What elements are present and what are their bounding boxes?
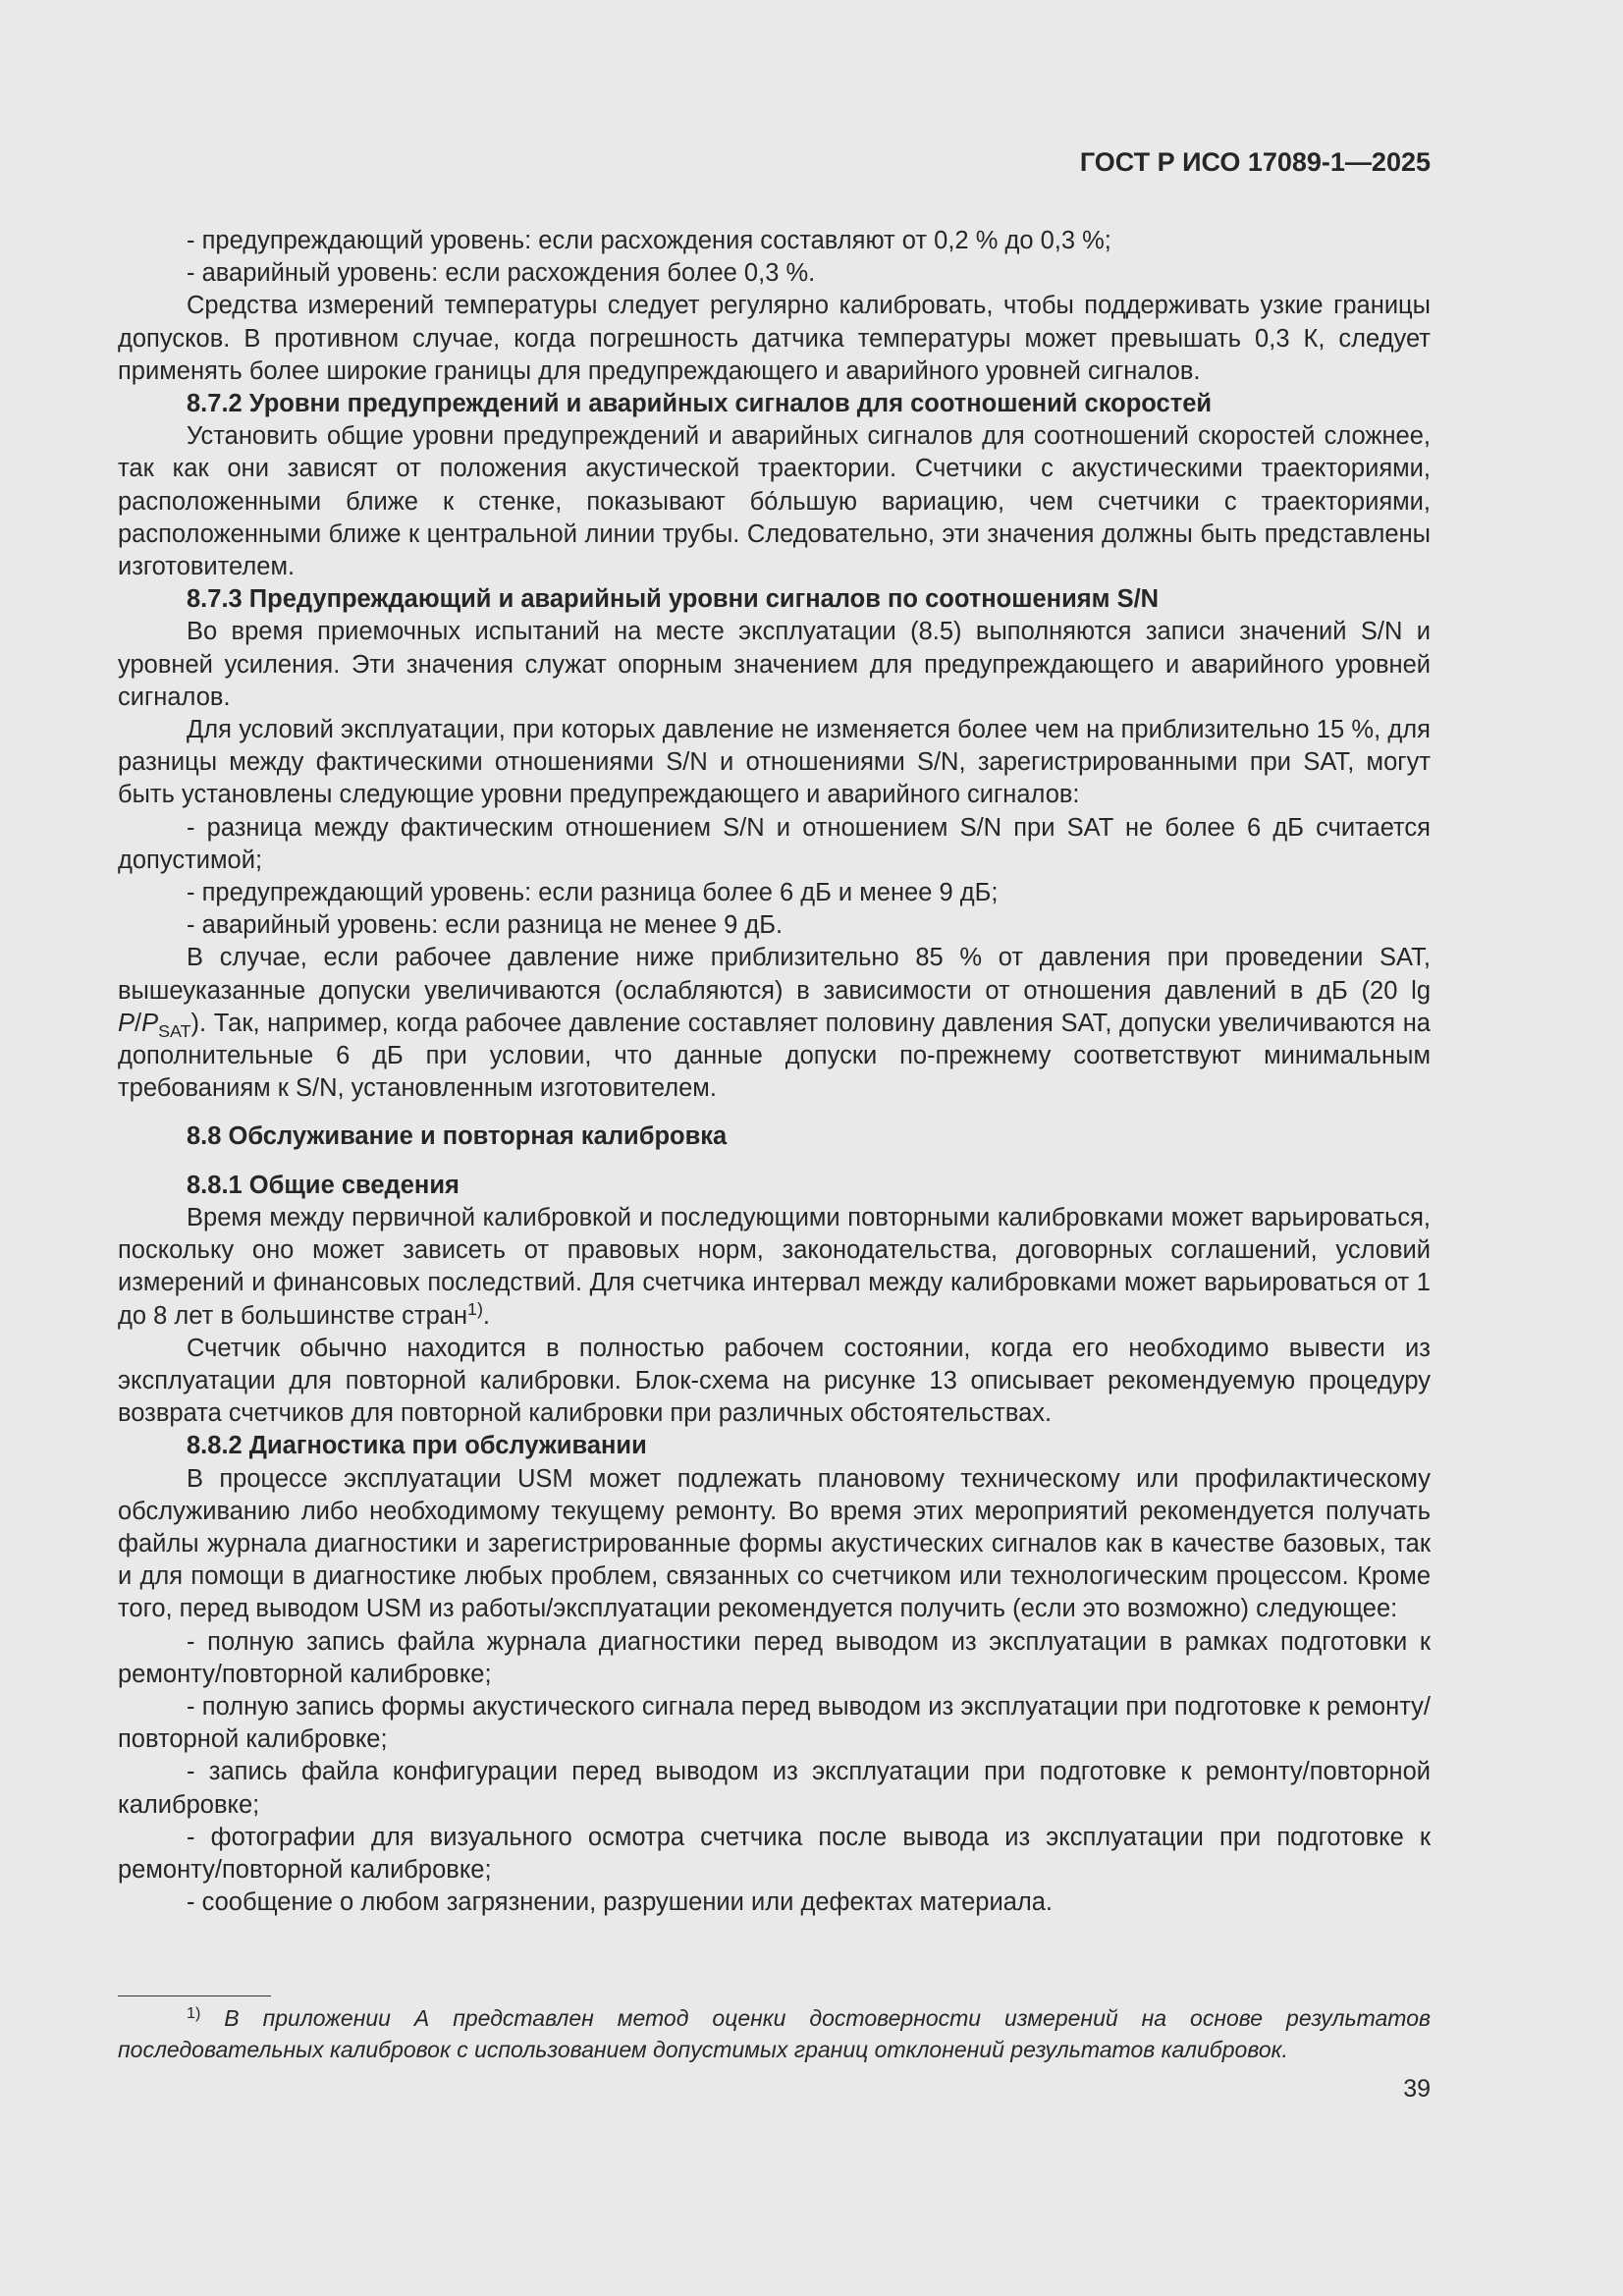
list-item: - полную запись формы акустического сигнала перед выводом из эксплуатации при подготовке к ремонту/повторной калибровке; [118,1692,1431,1754]
section-heading-8-7-2: 8.7.2 Уровни предупреждений и аварийных сигналов для соотношений скоростей [187,390,1213,418]
list-item: - запись файла конфигурации перед выводом из эксплуатации при подготовке к ремонту/повторной калибровке; [118,1758,1431,1819]
formula-slash: / [135,1009,142,1037]
paragraph: Счетчик обычно находится в полностью рабочем состоянии, когда его необходимо вывести из эксплуатации для повторной калибровки. Блок-схема на рисунке 13 описывает рекомендуемую процедуру возврата счетчиков для повторной калибровки при различных обстоятельствах. [118,1334,1431,1428]
footnote-reference: 1) [467,1298,483,1319]
paragraph-pressure-ratio [118,942,1431,1105]
text-segment: В случае, если рабочее давление ниже приблизительно 85 % от давления при проведении SAT, вышеуказанные допуски увеличиваются (ослабляются) в зависимости от отношения давлений в дБ (20 lg [118,944,1431,1005]
footnote-divider [118,1995,271,1996]
section-heading-8-7-3: 8.7.3 Предупреждающий и аварийный уровни сигналов по соотношениям S/N [187,585,1160,614]
formula-p: P [118,1009,135,1037]
footnote-marker: 1) [187,2003,201,2022]
text-segment: . [482,1301,490,1330]
paragraph: Установить общие уровни предупреждений и аварийных сигналов для соотношений скоростей сложнее, так как они зависят от положения акустической траектории. Счетчики с акустическими траекториями, расположенными ближе к стенке, показывают бо́льшую вариацию, чем счетчики с траекториями, расположенными ближе к центральной линии трубы. Следовательно, эти значения должны быть представлены изготовителем. [118,422,1431,581]
list-item: - фотографии для визуального осмотра счетчика после вывода из эксплуатации при подготовке к ремонту/повторной калибровке; [118,1823,1431,1884]
paragraph: Во время приемочных испытаний на месте эксплуатации (8.5) выполняются записи значений S/N и уровней усиления. Эти значения служат опорным значением для предупреждающего и аварийного уровней сигналов. [118,618,1431,711]
footnote [118,2002,1431,2065]
list-item: - полную запись файла журнала диагностики перед выводом из эксплуатации в рамках подготовки к ремонту/повторной калибровке; [118,1627,1431,1688]
paragraph: В процессе эксплуатации USM может подлежать плановому техническому или профилактическому обслуживанию либо необходимому текущему ремонту. Во время этих мероприятий рекомендуется получать файлы журнала диагностики и зарегистрированные формы акустических сигналов как в качестве базовых, так и для помощи в диагностике любых проблем, связанных со счетчиком или технологическим процессом. Кроме того, перед выводом USM из работы/эксплуатации рекомендуется получить (если это возможно) следующее: [118,1464,1431,1623]
page-number: 39 [1403,2075,1431,2103]
section-heading-8-8-2: 8.8.2 Диагностика при обслуживании [187,1432,647,1460]
list-item: - разница между фактическим отношением S/N и отношением S/N при SAT не более 6 дБ считается допустимой; [118,813,1431,874]
section-heading-8-8: 8.8 Обслуживание и повторная калибровка [187,1122,728,1151]
list-item: - предупреждающий уровень: если разница более 6 дБ и менее 9 дБ; [187,879,999,907]
footnote-text: В приложении А представлен метод оценки достоверности измерений на основе результатов последовательных калибровок с использованием допустимых границ отклонений результатов калибровок. [118,2005,1431,2062]
section-heading-8-8-1: 8.8.1 Общие сведения [187,1171,460,1199]
document-code-header: ГОСТ Р ИСО 17089-1—2025 [1079,147,1431,177]
list-item: - аварийный уровень: если расхождения более 0,3 %. [187,259,816,288]
subscript-sat: SAT [158,1021,191,1042]
formula-p-sat: P [141,1009,159,1037]
paragraph: Для условий эксплуатации, при которых давление не изменяется более чем на приблизительно 15 %, для разницы между фактическими отношениями S/N и отношениями S/N, зарегистрированными при SAT, могут быть установлены следующие уровни предупреждающего и аварийного сигналов: [118,716,1431,809]
paragraph-with-footnote [118,1202,1431,1333]
list-item: - аварийный уровень: если разница не менее 9 дБ. [187,911,784,940]
main-text [118,225,1431,1919]
text-segment: Время между первичной калибровкой и последующими повторными калибровками может варьироваться, поскольку оно может зависеть от правовых норм, законодательства, договорных соглашений, условий измерений и финансовых последствий. Для счетчика интервал между калибровками может варьироваться от 1 до 8 лет в большинстве стран [118,1203,1431,1330]
list-item: - сообщение о любом загрязнении, разрушении или дефектах материала. [187,1888,1054,1917]
text-segment: ). Так, например, когда рабочее давление составляет половину давления SAT, допуски увеличиваются на дополнительные 6 дБ при условии, что данные допуски по-прежнему соответствуют минимальным требованиям к S/N, установленным изготовителем. [118,1009,1431,1103]
paragraph: Средства измерений температуры следует регулярно калибровать, чтобы поддерживать узкие границы допусков. В противном случае, когда погрешность датчика температуры может превышать 0,3 К, следует применять более широкие границы для предупреждающего и аварийного уровней сигналов. [118,292,1431,385]
list-item: - предупреждающий уровень: если расхождения составляют от 0,2 % до 0,3 %; [187,227,1111,254]
